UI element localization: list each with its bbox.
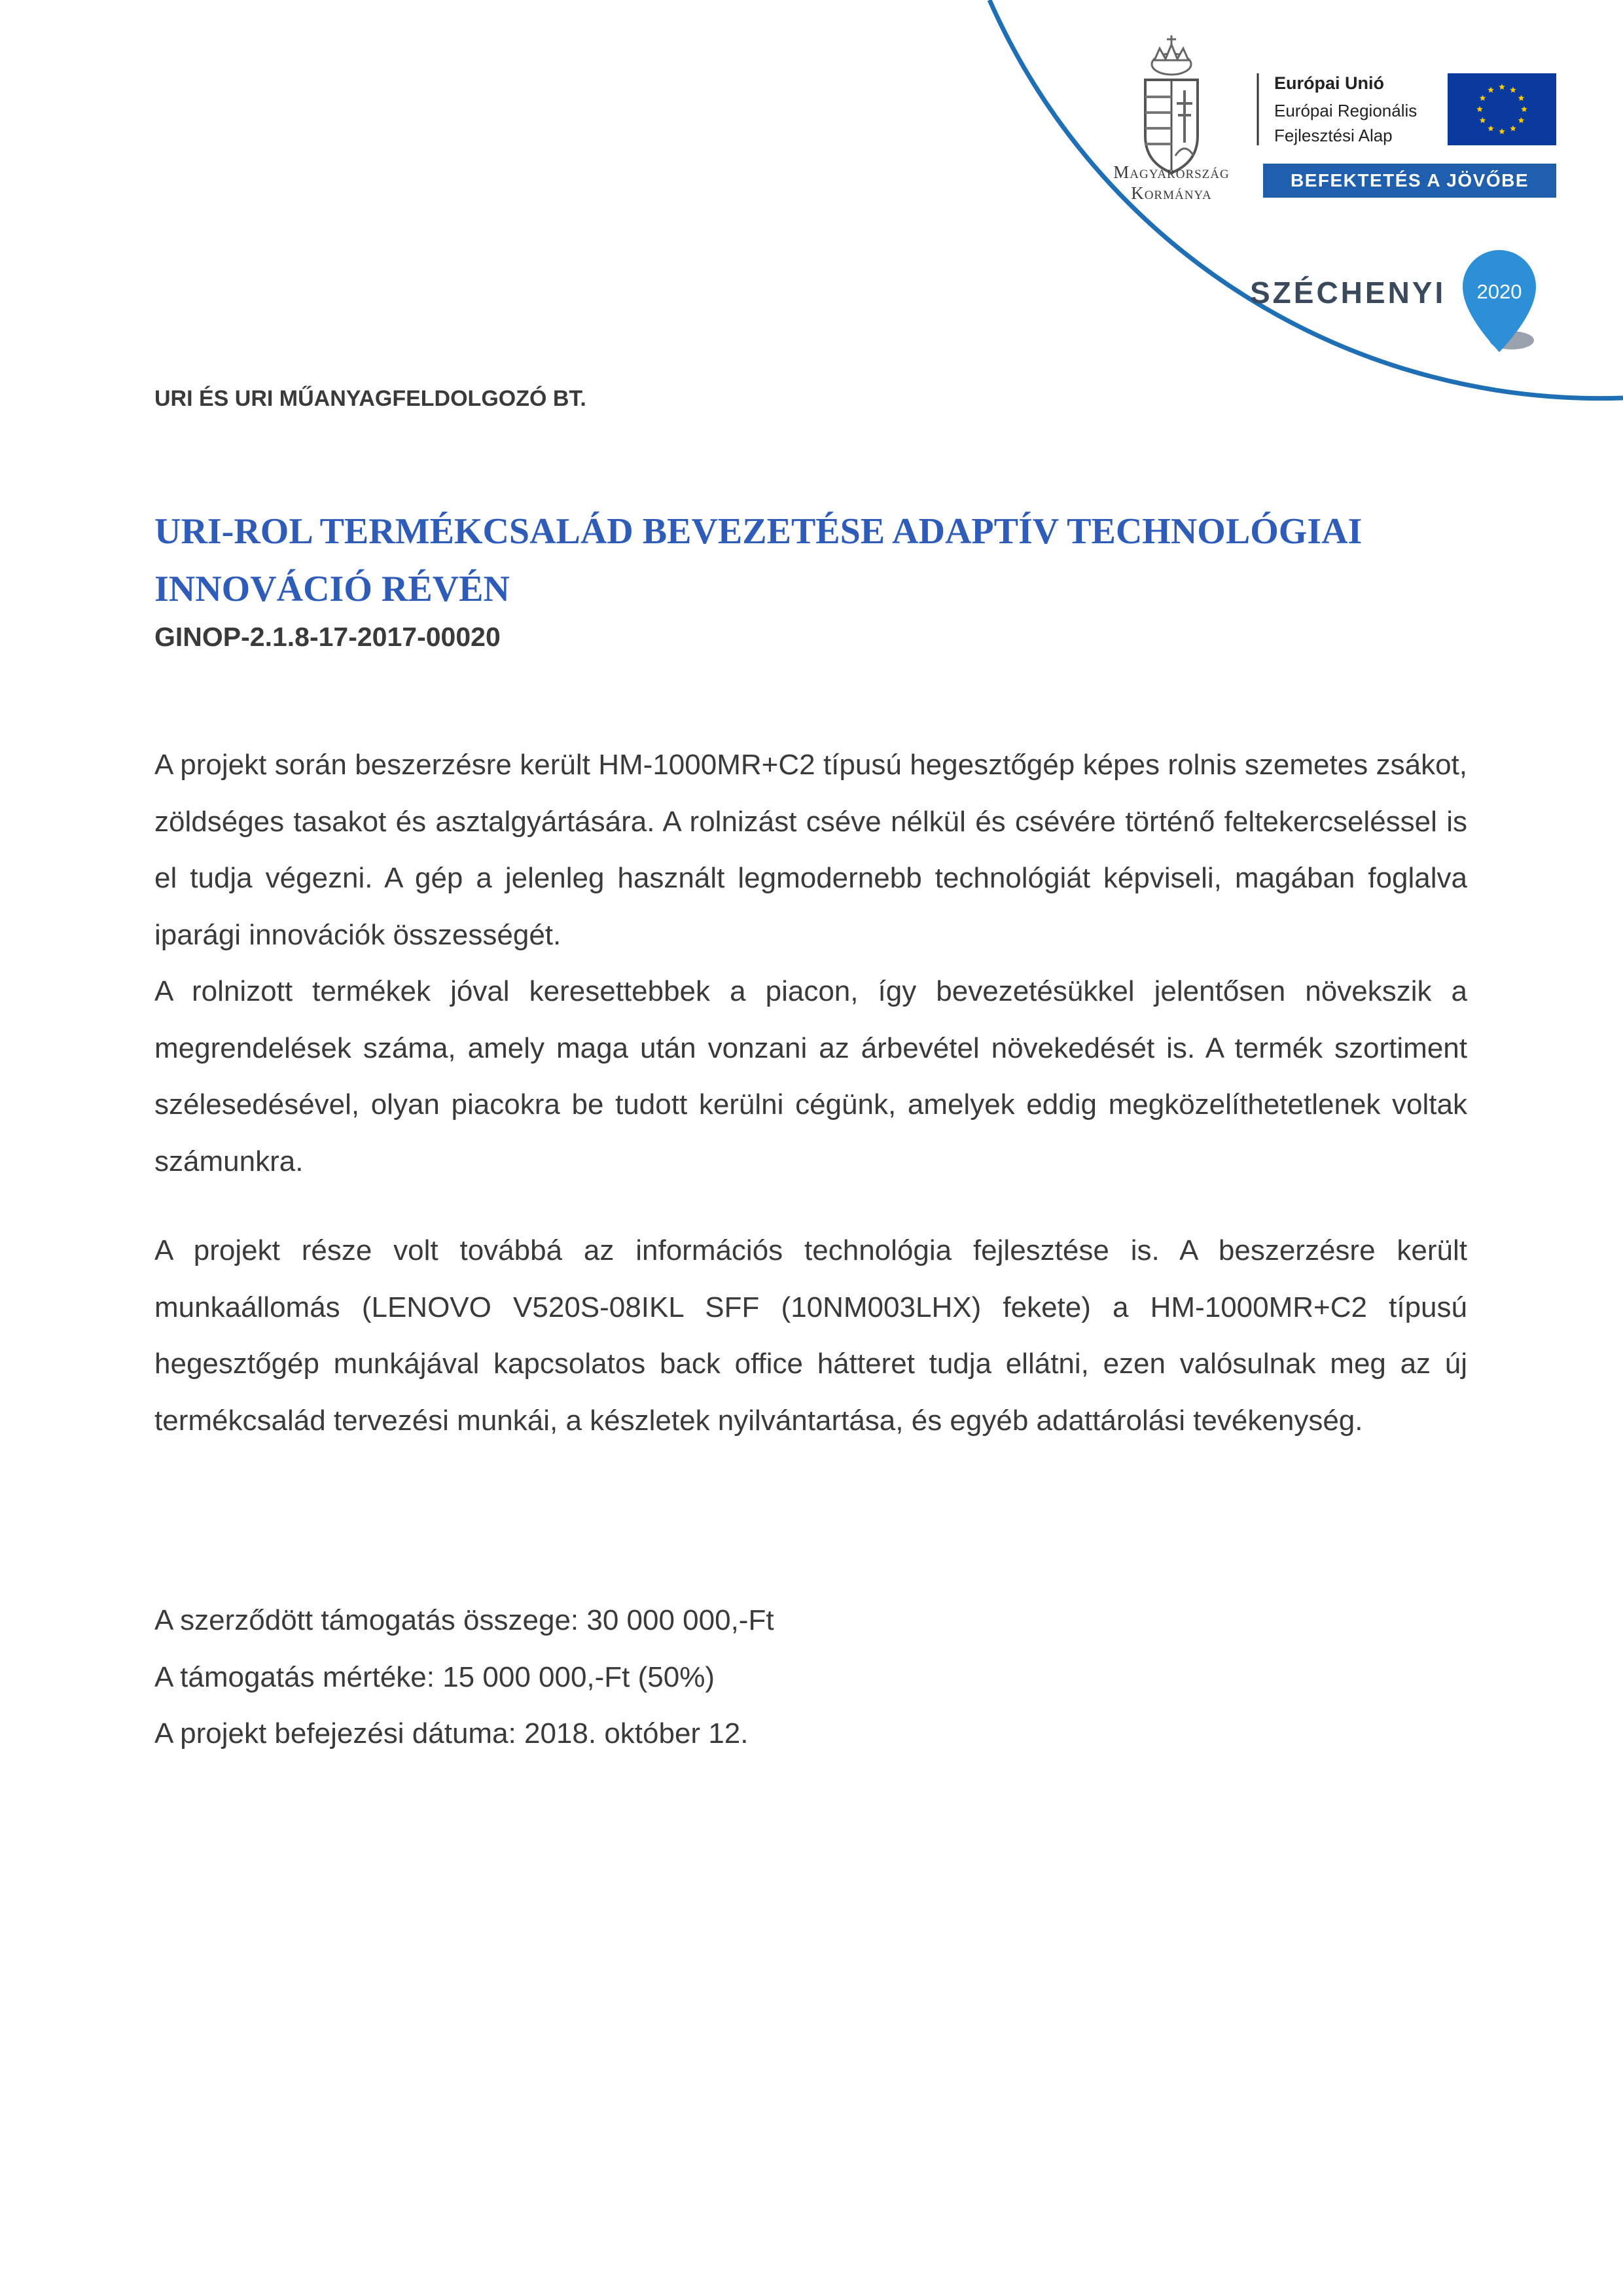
- document-title-line1: URI-ROL TERMÉKCSALÁD BEVEZETÉSE ADAPTÍV TECHNOLÓGIAI: [154, 511, 1363, 552]
- grant-rate: A támogatás mértéke: 15 000 000,-Ft (50%): [154, 1660, 715, 1693]
- grant-amount: A szerződött támogatás összege: 30 000 000,-Ft: [154, 1604, 774, 1636]
- szechenyi-logo-text: SZÉCHENYI: [1250, 276, 1446, 310]
- eu-line1: Európai Unió: [1274, 73, 1384, 93]
- completion-date: A projekt befejezési dátuma: 2018. október 12.: [154, 1717, 749, 1749]
- body-paragraph-3: A projekt része volt továbbá az információs technológia fejlesztése is. A beszerzésre került munkaállomás (LENOVO V520S-08IKL SFF (10NM003LHX) fekete) a HM-1000MR+C2 típusú hegesztőgép munkájával kapcsolatos back office hátteret tudja ellátni, ezen valósulnak meg az új termékcsalád tervezési munkái, a készletek nyilvántartása, és egyéb adattárolási tevékenység.: [154, 1234, 1467, 1437]
- government-caption-line2: Kormánya: [1131, 183, 1212, 203]
- project-code: GINOP-2.1.8-17-2017-00020: [154, 622, 501, 652]
- eu-line2: Európai Regionális: [1274, 101, 1418, 120]
- company-name: URI ÉS URI MŰANYAGFELDOLGOZÓ BT.: [154, 386, 586, 411]
- szechenyi-logo-year: 2020: [1476, 280, 1522, 303]
- project-facts: [154, 1592, 774, 1763]
- eu-line3: Fejlesztési Alap: [1274, 126, 1393, 145]
- coat-of-arms-icon: [1145, 35, 1198, 173]
- government-caption-line1: Magyarország: [1113, 162, 1230, 182]
- body-paragraph-2: A rolnizott termékek jóval keresettebbek a piacon, így bevezetésükkel jelentősen növekszik a megrendelések száma, amely maga után vonzani az árbevétel növekedését is. A termék szortiment szélesedésével, olyan piacokra be tudott kerülni cégünk, amelyek eddig megközelíthetetlenek voltak számunkra.: [154, 975, 1467, 1177]
- eu-banner: BEFEKTETÉS A JÖVŐBE: [1263, 164, 1556, 198]
- government-caption: [1086, 162, 1257, 183]
- document-title: [154, 503, 1476, 618]
- government-caption-2: [1086, 183, 1257, 204]
- eu-flag-icon: [1448, 73, 1556, 145]
- document-title-line2: INNOVÁCIÓ RÉVÉN: [154, 569, 510, 609]
- body-paragraph-1: A projekt során beszerzésre került HM-1000MR+C2 típusú hegesztőgép képes rolnis szemetes zsákot, zöldséges tasakot és asztalgyártására. A rolnizást cséve nélkül és csévére történő feltekercseléssel is el tudja végezni. A gép a jelenleg használt legmodernebb technológiát képviseli, magában foglalva iparági innovációk összességét.: [154, 749, 1467, 951]
